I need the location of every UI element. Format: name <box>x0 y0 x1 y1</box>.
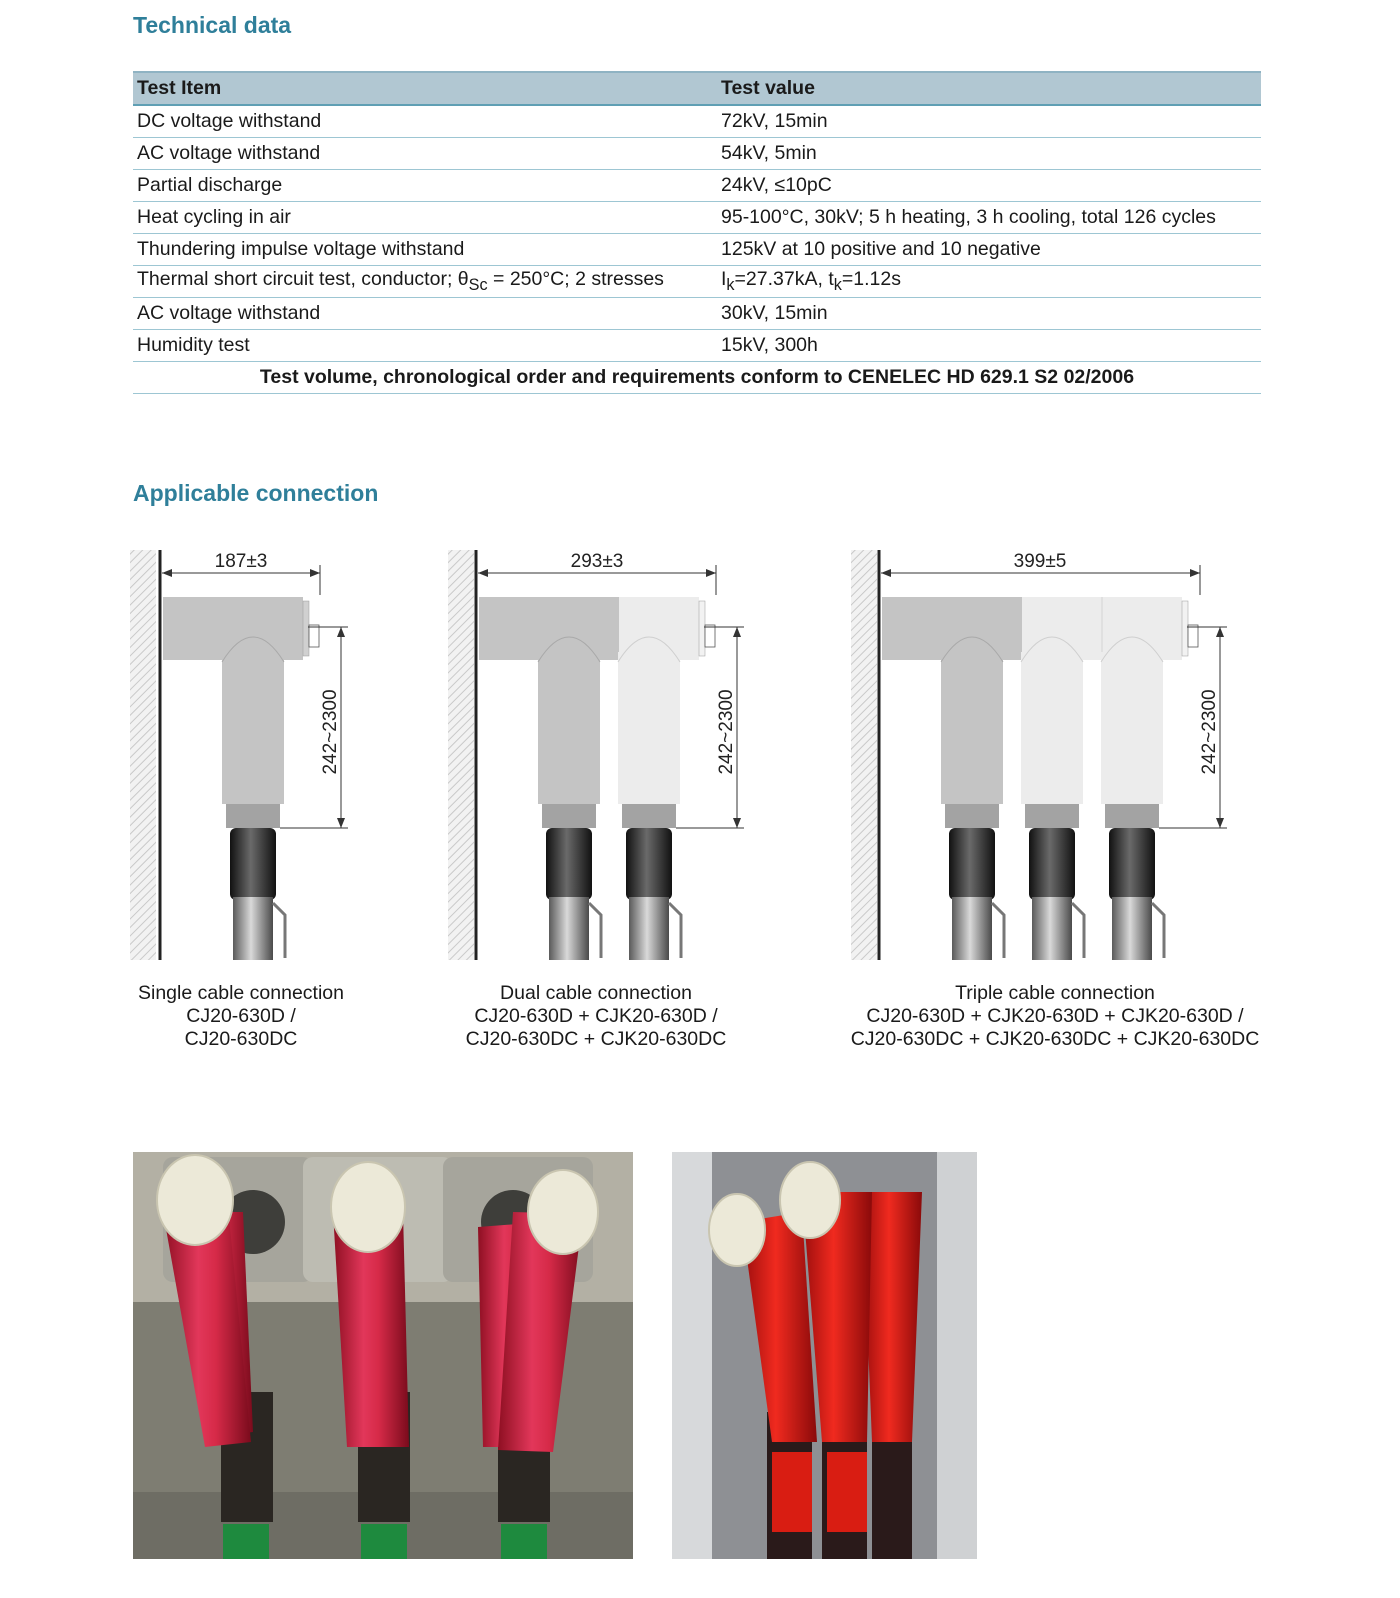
red-heat-shrink <box>827 1452 867 1532</box>
arrow-head <box>733 818 741 828</box>
table-row <box>133 330 1261 362</box>
cable-sleeve <box>1109 828 1155 900</box>
test-item-cell: Thundering impulse voltage withstand <box>133 234 717 266</box>
arrow-head <box>1216 627 1224 637</box>
item-text: = 250°C; 2 stresses <box>487 268 664 291</box>
coupling-connector-body <box>1022 597 1102 660</box>
cable <box>549 897 589 960</box>
header-test-item: Test Item <box>133 72 717 105</box>
earth-wire <box>273 903 285 958</box>
width-label: 187±3 <box>214 551 268 572</box>
connector-plug <box>1188 625 1198 647</box>
cable-sleeve <box>626 828 672 900</box>
arrow-head <box>1190 569 1200 577</box>
cable-sleeve <box>949 828 995 900</box>
connector-stem <box>222 652 284 804</box>
cable <box>629 897 669 960</box>
cable-sleeve <box>546 828 592 900</box>
stress-cone <box>542 804 596 828</box>
table-footer-row <box>133 362 1261 394</box>
test-value-cell: 30kV, 15min <box>717 298 1261 330</box>
single-connection-diagram <box>130 545 370 965</box>
coupling-connector-stem <box>1021 652 1083 804</box>
connector-end-cap <box>331 1162 405 1252</box>
table-row <box>133 266 1261 298</box>
dual-connection-diagram <box>448 545 758 965</box>
table-row <box>133 298 1261 330</box>
caption-line: Single cable connection <box>138 982 344 1004</box>
stress-cone <box>945 804 999 828</box>
installation-photo-right <box>672 1152 977 1559</box>
test-value-cell: 24kV, ≤10pC <box>717 170 1261 202</box>
cable <box>233 897 273 960</box>
header-test-value: Test value <box>717 72 1261 105</box>
test-item-cell <box>133 266 717 298</box>
test-value-cell <box>717 266 1261 298</box>
connector-cap <box>303 601 309 656</box>
triple-connection-caption <box>830 982 1280 1051</box>
test-value-cell: 54kV, 5min <box>717 138 1261 170</box>
test-value-cell: 125kV at 10 positive and 10 negative <box>717 234 1261 266</box>
table-row <box>133 170 1261 202</box>
earth-wire <box>1072 903 1084 958</box>
value-subscript: k <box>726 275 735 294</box>
table-row <box>133 105 1261 138</box>
connector-plug <box>309 625 319 647</box>
cable <box>1112 897 1152 960</box>
value-text: =1.12s <box>841 268 901 291</box>
test-item-cell: AC voltage withstand <box>133 138 717 170</box>
arrow-head <box>337 627 345 637</box>
value-text: I <box>721 268 727 291</box>
coupling-connector-stem <box>618 652 680 804</box>
cable-sleeve <box>230 828 276 900</box>
technical-data-table <box>133 71 1261 394</box>
connector-plug <box>705 625 715 647</box>
test-item-cell: AC voltage withstand <box>133 298 717 330</box>
width-label: 293±3 <box>570 551 624 572</box>
stress-cone <box>1025 804 1079 828</box>
wall-hatch <box>130 550 156 960</box>
connector-cap <box>1182 601 1188 656</box>
item-text: Thermal short circuit test, conductor; θ <box>137 268 469 291</box>
caption-line: CJ20-630D + CJK20-630D / <box>474 1005 718 1027</box>
dual-connection-caption <box>451 982 741 1051</box>
arrow-head <box>706 569 716 577</box>
arrow-head <box>881 569 891 577</box>
connector-body <box>882 597 1022 660</box>
caption-line: Triple cable connection <box>955 982 1155 1004</box>
caption-line: CJ20-630DC + CJK20-630DC <box>465 1028 727 1050</box>
coupling-connector-body <box>1102 597 1182 660</box>
earth-wire <box>589 903 601 958</box>
test-value-cell: 15kV, 300h <box>717 330 1261 362</box>
triple-connection-diagram <box>851 545 1241 965</box>
test-item-cell: Humidity test <box>133 330 717 362</box>
table-footer-note: Test volume, chronological order and requirements conform to CENELEC HD 629.1 S2 02/2006 <box>133 362 1261 394</box>
connector-end-cap <box>157 1155 233 1245</box>
item-subscript: Sc <box>468 275 488 294</box>
red-heat-shrink <box>772 1452 812 1532</box>
test-value-cell: 95-100°C, 30kV; 5 h heating, 3 h cooling, total 126 cycles <box>717 202 1261 234</box>
arrow-head <box>162 569 172 577</box>
stress-cone <box>622 804 676 828</box>
height-label: 242~2300 <box>1199 689 1220 775</box>
table-row <box>133 138 1261 170</box>
connector-cap <box>699 601 705 656</box>
caption-line: Dual cable connection <box>500 982 692 1004</box>
table-row <box>133 202 1261 234</box>
applicable-connection-title: Applicable connection <box>133 480 379 506</box>
wall-hatch <box>448 550 474 960</box>
coupling-connector-body <box>619 597 699 660</box>
value-subscript: k <box>833 275 842 294</box>
connector-end-cap <box>528 1170 598 1254</box>
installation-photo-left <box>133 1152 633 1559</box>
arrow-head <box>337 818 345 828</box>
cabinet-frame <box>937 1152 977 1559</box>
technical-data-title: Technical data <box>133 12 292 38</box>
test-item-cell: DC voltage withstand <box>133 105 717 138</box>
caption-line: CJ20-630DC <box>184 1028 298 1050</box>
connector-body <box>479 597 619 660</box>
green-sleeve <box>501 1524 547 1559</box>
connector-body <box>163 597 303 660</box>
height-label: 242~2300 <box>716 689 737 775</box>
test-value-cell: 72kV, 15min <box>717 105 1261 138</box>
stress-cone <box>1105 804 1159 828</box>
coupling-connector-stem <box>1101 652 1163 804</box>
table-header-row <box>133 72 1261 105</box>
earth-wire <box>1152 903 1164 958</box>
connector-end-cap <box>709 1194 765 1266</box>
cabinet-door-edge <box>672 1152 712 1559</box>
width-label: 399±5 <box>1013 551 1067 572</box>
earth-wire <box>992 903 1004 958</box>
earth-wire <box>669 903 681 958</box>
arrow-head <box>733 627 741 637</box>
caption-line: CJ20-630DC + CJK20-630DC + CJK20-630DC <box>850 1028 1260 1050</box>
test-item-cell: Partial discharge <box>133 170 717 202</box>
green-sleeve <box>223 1524 269 1559</box>
arrow-head <box>310 569 320 577</box>
single-connection-caption <box>131 982 351 1051</box>
arrow-head <box>478 569 488 577</box>
test-item-cell: Heat cycling in air <box>133 202 717 234</box>
cable <box>952 897 992 960</box>
wall-hatch <box>851 550 877 960</box>
height-label: 242~2300 <box>320 689 341 775</box>
connector-stem <box>941 652 1003 804</box>
caption-line: CJ20-630D + CJK20-630D + CJK20-630D / <box>866 1005 1244 1027</box>
caption-line: CJ20-630D / <box>186 1005 296 1027</box>
green-sleeve <box>361 1524 407 1559</box>
stress-cone <box>226 804 280 828</box>
cable <box>1032 897 1072 960</box>
table-row <box>133 234 1261 266</box>
arrow-head <box>1216 818 1224 828</box>
connector-stem <box>538 652 600 804</box>
cable-sleeve <box>1029 828 1075 900</box>
value-text: =27.37kA, t <box>734 268 834 291</box>
connector-end-cap <box>780 1162 840 1238</box>
